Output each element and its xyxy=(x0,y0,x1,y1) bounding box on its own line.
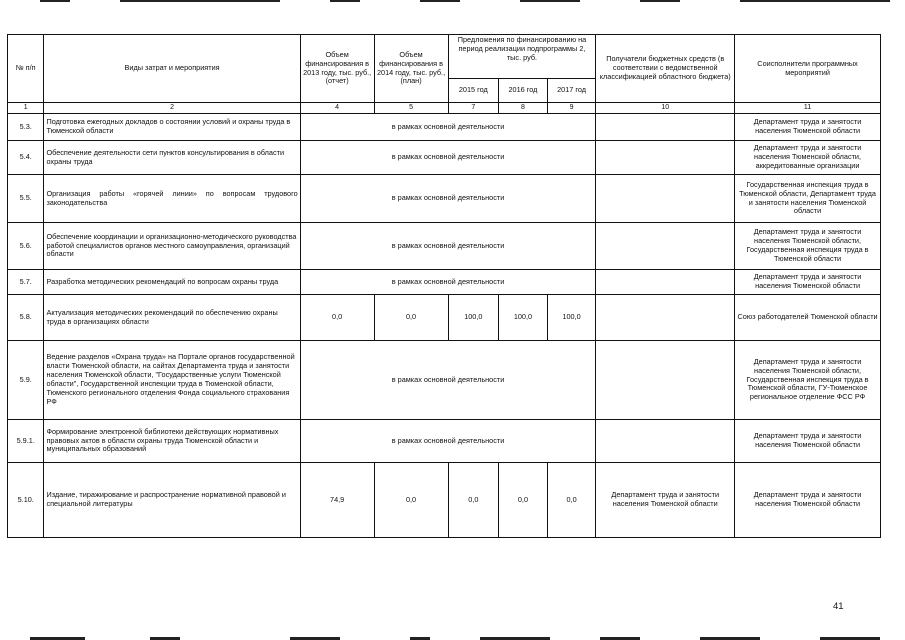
row-description: Ведение разделов «Охрана труда» на Портале органов государственной власти Тюменской области, на сайтах Департамента труда и занятости населения Тюменской области, "Государственные услуги Тюменской области", Государственной инспекции труда в Тюменской области, Тюменского регионального отделения Фонда социального страхования РФ xyxy=(44,341,300,420)
scan-edge-mark xyxy=(420,0,460,2)
row-value-2013: 0,0 xyxy=(300,295,374,341)
row-executor: Департамент труда и занятости населения Тюменской области xyxy=(735,114,881,141)
row-executor: Союз работодателей Тюменской области xyxy=(735,295,881,341)
column-number: 5 xyxy=(374,103,448,114)
scan-edge-mark xyxy=(330,0,360,2)
row-value-2015: 0,0 xyxy=(448,463,499,538)
row-description: Разработка методических рекомендаций по вопросам охраны труда xyxy=(44,270,300,295)
row-recipient xyxy=(596,114,735,141)
row-financing-note: в рамках основной деятельности xyxy=(300,141,596,175)
row-recipient xyxy=(596,341,735,420)
scan-edge-mark xyxy=(640,0,680,2)
row-recipient xyxy=(596,295,735,341)
column-number: 4 xyxy=(300,103,374,114)
column-number: 7 xyxy=(448,103,499,114)
row-recipient xyxy=(596,420,735,463)
row-recipient xyxy=(596,270,735,295)
row-executor: Департамент труда и занятости населения Тюменской области xyxy=(735,463,881,538)
table-row xyxy=(8,420,881,463)
row-recipient xyxy=(596,141,735,175)
table-row xyxy=(8,141,881,175)
row-recipient xyxy=(596,223,735,270)
scan-edge-mark xyxy=(740,0,890,2)
header-executors: Соисполнители программных мероприятий xyxy=(735,35,881,103)
row-description: Издание, тиражирование и распространение нормативной правовой и специальной литературы xyxy=(44,463,300,538)
row-value-2014: 0,0 xyxy=(374,463,448,538)
row-value-2014: 0,0 xyxy=(374,295,448,341)
row-financing-note: в рамках основной деятельности xyxy=(300,341,596,420)
row-executor: Департамент труда и занятости населения Тюменской области, Государственная инспекция труда в Тюменской области xyxy=(735,223,881,270)
column-number: 11 xyxy=(735,103,881,114)
scan-edge-mark xyxy=(120,0,280,2)
row-number: 5.9.1. xyxy=(8,420,44,463)
row-executor: Департамент труда и занятости населения Тюменской области xyxy=(735,420,881,463)
table-row xyxy=(8,463,881,538)
scan-edge-mark xyxy=(520,0,580,2)
row-executor: Государственная инспекция труда в Тюменской области, Департамент труда и занятости населения Тюменской области xyxy=(735,175,881,223)
program-measures-table xyxy=(7,34,881,538)
row-financing-note: в рамках основной деятельности xyxy=(300,270,596,295)
table-row xyxy=(8,341,881,420)
header-vol-2014: Объем финансирования в 2014 году, тыс. руб., (план) xyxy=(374,35,448,103)
table-row xyxy=(8,270,881,295)
row-description: Актуализация методических рекомендаций по обеспечению охраны труда в организациях области xyxy=(44,295,300,341)
header-recipients: Получатели бюджетных средств (в соответствии с ведомственной классификацией областного бюджета) xyxy=(596,35,735,103)
row-value-2016: 100,0 xyxy=(499,295,548,341)
row-value-2016: 0,0 xyxy=(499,463,548,538)
header-year-2016: 2016 год xyxy=(499,79,548,103)
row-description: Организация работы «горячей линии» по вопросам трудового законодательства xyxy=(44,175,300,223)
table-row xyxy=(8,175,881,223)
row-executor: Департамент труда и занятости населения Тюменской области xyxy=(735,270,881,295)
column-number: 8 xyxy=(499,103,548,114)
column-number: 10 xyxy=(596,103,735,114)
header-year-2015: 2015 год xyxy=(448,79,499,103)
row-number: 5.4. xyxy=(8,141,44,175)
row-recipient xyxy=(596,175,735,223)
page-number: 41 xyxy=(833,601,844,612)
row-financing-note: в рамках основной деятельности xyxy=(300,420,596,463)
row-number: 5.9. xyxy=(8,341,44,420)
row-value-2017: 0,0 xyxy=(547,463,596,538)
row-executor: Департамент труда и занятости населения Тюменской области, аккредитованные организации xyxy=(735,141,881,175)
header-proposals: Предложения по финансированию на период реализации подпрограммы 2, тыс. руб. xyxy=(448,35,596,79)
row-financing-note: в рамках основной деятельности xyxy=(300,223,596,270)
column-number: 9 xyxy=(547,103,596,114)
table-row xyxy=(8,223,881,270)
row-number: 5.3. xyxy=(8,114,44,141)
row-description: Подготовка ежегодных докладов о состоянии условий и охраны труда в Тюменской области xyxy=(44,114,300,141)
row-value-2017: 100,0 xyxy=(547,295,596,341)
row-value-2015: 100,0 xyxy=(448,295,499,341)
header-year-2017: 2017 год xyxy=(547,79,596,103)
column-number: 1 xyxy=(8,103,44,114)
row-financing-note: в рамках основной деятельности xyxy=(300,175,596,223)
header-num: № п/п xyxy=(8,35,44,103)
row-value-2013: 74,9 xyxy=(300,463,374,538)
header-types: Виды затрат и мероприятия xyxy=(44,35,300,103)
row-description: Формирование электронной библиотеки действующих нормативных правовых актов в области охраны труда Тюменской области и муниципальных образований xyxy=(44,420,300,463)
header-vol-2013: Объем финансирования в 2013 году, тыс. руб., (отчет) xyxy=(300,35,374,103)
row-description: Обеспечение координации и организационно-методического руководства работой специалистов органов местного самоуправления, организаций области xyxy=(44,223,300,270)
row-number: 5.5. xyxy=(8,175,44,223)
row-number: 5.10. xyxy=(8,463,44,538)
table-row xyxy=(8,114,881,141)
row-recipient: Департамент труда и занятости населения Тюменской области xyxy=(596,463,735,538)
row-number: 5.8. xyxy=(8,295,44,341)
column-number: 2 xyxy=(44,103,300,114)
row-executor: Департамент труда и занятости населения Тюменской области, Государственная инспекция труда в Тюменской области, ГУ-Тюменское региональное отделение ФСС РФ xyxy=(735,341,881,420)
row-number: 5.7. xyxy=(8,270,44,295)
row-description: Обеспечение деятельности сети пунктов консультирования в области охраны труда xyxy=(44,141,300,175)
scan-edge-mark xyxy=(40,0,70,2)
row-financing-note: в рамках основной деятельности xyxy=(300,114,596,141)
table-row xyxy=(8,295,881,341)
row-number: 5.6. xyxy=(8,223,44,270)
